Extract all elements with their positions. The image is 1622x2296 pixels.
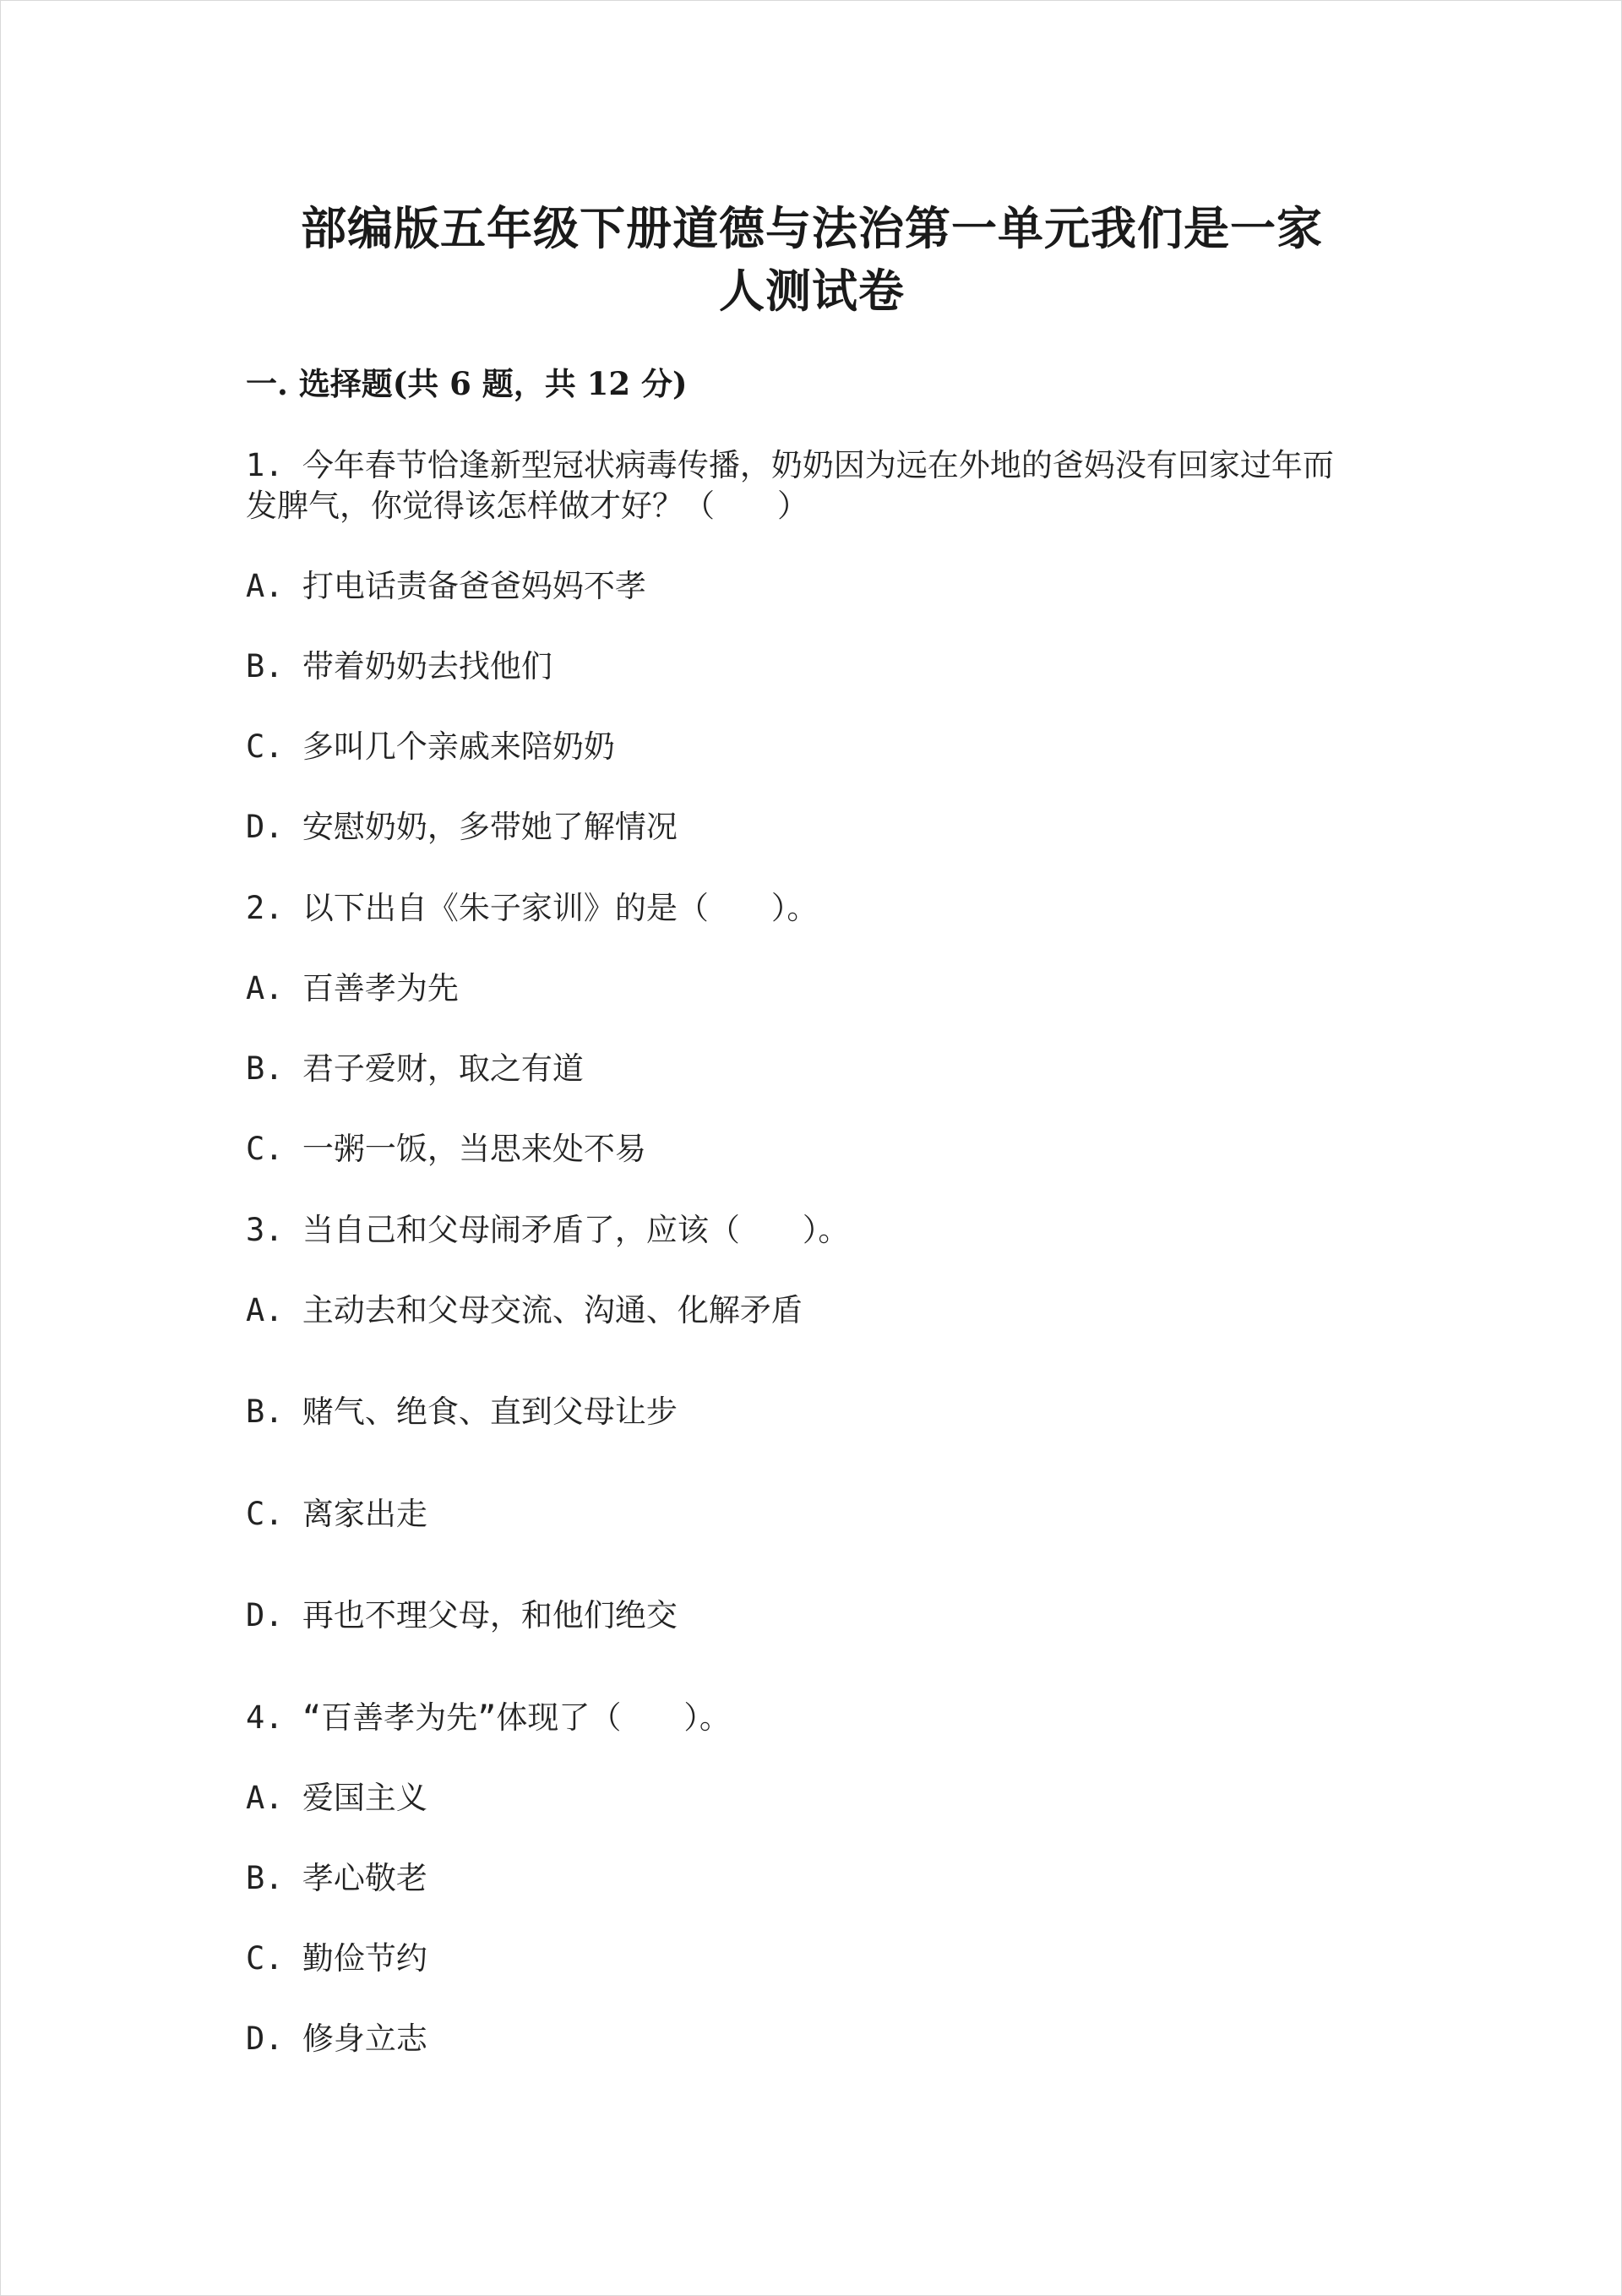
question-4-option-c: C. 勤俭节约 xyxy=(246,1940,427,1977)
question-1-option-c: C. 多叫几个亲戚来陪奶奶 xyxy=(246,728,615,765)
question-2-option-c: C. 一粥一饭，当思来处不易 xyxy=(246,1131,646,1167)
question-1-option-a: A. 打电话责备爸爸妈妈不孝 xyxy=(246,568,646,604)
question-4-option-b: B. 孝心敬老 xyxy=(246,1860,427,1896)
question-1-stem-line-1: 1. 今年春节恰逢新型冠状病毒传播，奶奶因为远在外地的爸妈没有回家过年而 xyxy=(246,447,1334,483)
exam-title xyxy=(246,197,1378,322)
section-heading-multiple-choice: 一. 选择题(共 6 题，共 12 分) xyxy=(246,365,688,402)
question-4-stem: 4. “百善孝为先”体现了（ ）。 xyxy=(246,1699,731,1736)
question-1-option-b: B. 带着奶奶去找他们 xyxy=(246,648,552,684)
exam-title-line-2: 人测试卷 xyxy=(719,264,905,318)
question-3-option-a: A. 主动去和父母交流、沟通、化解矛盾 xyxy=(246,1292,803,1328)
question-4-option-d: D. 修身立志 xyxy=(246,2021,427,2057)
question-3-option-b: B. 赌气、绝食、直到父母让步 xyxy=(246,1393,678,1430)
question-3-option-c: C. 离家出走 xyxy=(246,1496,427,1532)
question-1-option-d: D. 安慰奶奶，多带她了解情况 xyxy=(246,809,678,845)
question-3-option-d: D. 再也不理父母，和他们绝交 xyxy=(246,1597,678,1633)
question-1-stem-line-2: 发脾气，你觉得该怎样做才好？（ ） xyxy=(246,488,808,524)
question-2-stem: 2. 以下出自《朱子家训》的是（ ）。 xyxy=(246,890,819,926)
question-2-option-b: B. 君子爱财，取之有道 xyxy=(246,1050,584,1087)
question-2-option-a: A. 百善孝为先 xyxy=(246,970,459,1006)
question-3-stem: 3. 当自己和父母闹矛盾了，应该（ ）。 xyxy=(246,1212,850,1248)
question-4-option-a: A. 爱国主义 xyxy=(246,1780,427,1816)
exam-title-line-1: 部编版五年级下册道德与法治第一单元我们是一家 xyxy=(301,201,1323,255)
